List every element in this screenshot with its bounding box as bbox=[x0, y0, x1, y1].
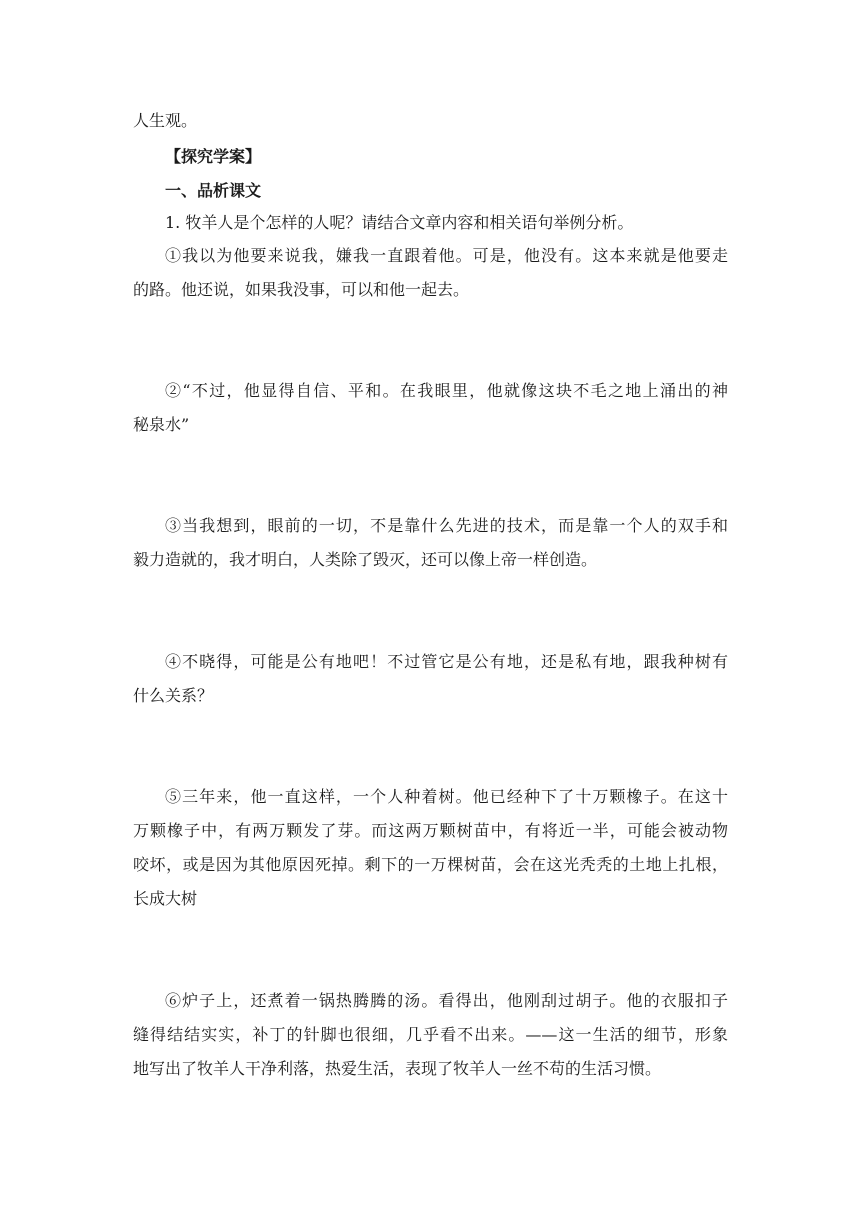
quote-6-line-1: ⑥炉子上，还煮着一锅热腾腾的汤。看得出，他刚刮过胡子。他的衣服扣子 bbox=[165, 991, 728, 1010]
quote-2-line-2: 秘泉水” bbox=[133, 415, 190, 434]
quote-4-line-1: ④不晓得，可能是公有地吧！不过管它是公有地，还是私有地，跟我种树有 bbox=[165, 652, 728, 671]
quote-5-line-3: 咬坏，或是因为其他原因死掉。剩下的一万棵树苗，会在这光秃秃的土地上扎根， bbox=[133, 855, 728, 874]
quote-2-line-1: ②“不过，他显得自信、平和。在我眼里，他就像这块不毛之地上涌出的神 bbox=[165, 381, 728, 400]
subsection-heading: 一、品析课文 bbox=[165, 181, 262, 200]
question-text: 1. 牧羊人是个怎样的人呢？请结合文章内容和相关语句举例分析。 bbox=[165, 213, 634, 232]
quote-3-line-1: ③当我想到，眼前的一切，不是靠什么先进的技术，而是靠一个人的双手和 bbox=[165, 516, 728, 535]
quote-5-line-4: 长成大树 bbox=[133, 889, 198, 908]
quote-1-line-1: ①我以为他要来说我，嫌我一直跟着他。可是，他没有。这本来就是他要走 bbox=[165, 246, 728, 265]
quote-1-line-2: 的路。他还说，如果我没事，可以和他一起去。 bbox=[133, 280, 470, 299]
quote-6-line-2: 缝得结结实实，补丁的针脚也很细，几乎看不出来。——这一生活的细节，形象 bbox=[133, 1025, 728, 1044]
quote-5-line-2: 万颗橡子中，有两万颗发了芽。而这两万颗树苗中，有将近一半，可能会被动物 bbox=[133, 821, 728, 840]
quote-6-line-3: 地写出了牧羊人干净利落，热爱生活，表现了牧羊人一丝不苟的生活习惯。 bbox=[133, 1059, 662, 1078]
text-line: 人生观。 bbox=[133, 111, 198, 130]
quote-3-line-2: 毅力造就的，我才明白，人类除了毁灭，还可以像上帝一样创造。 bbox=[133, 550, 598, 569]
section-heading: 【探究学案】 bbox=[165, 147, 262, 166]
quote-5-line-1: ⑤三年来，他一直这样，一个人种着树。他已经种下了十万颗橡子。在这十 bbox=[165, 787, 728, 806]
quote-4-line-2: 什么关系？ bbox=[133, 686, 214, 705]
